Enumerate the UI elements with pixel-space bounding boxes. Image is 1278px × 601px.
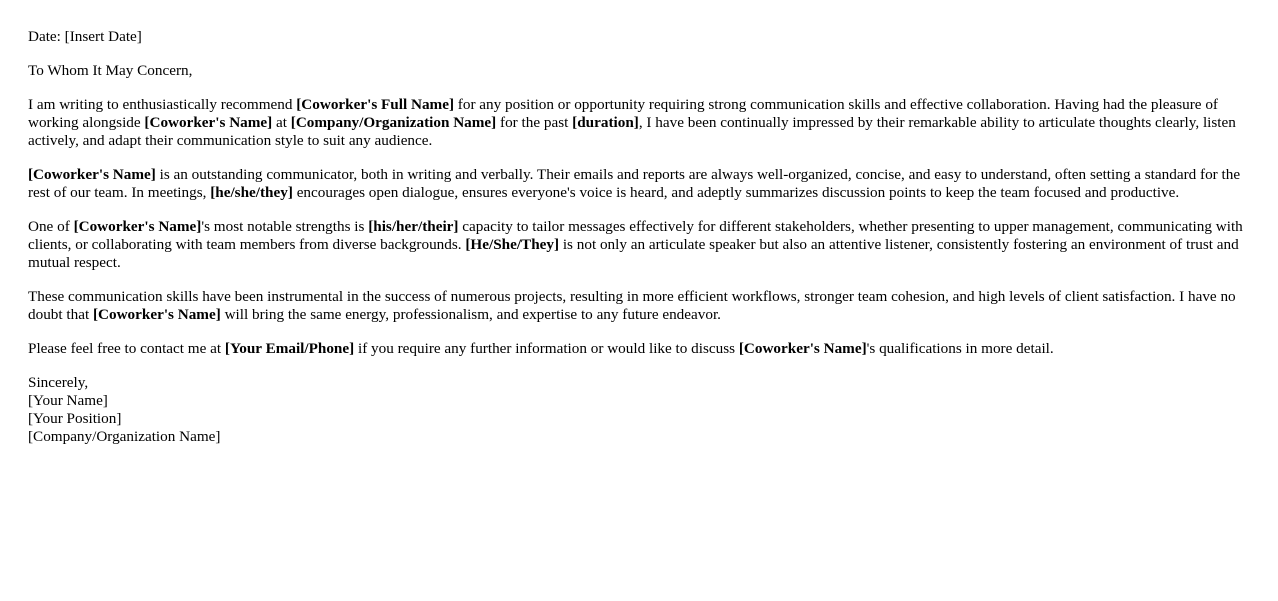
- paragraph-text: is an outstanding communicator, both in writing and verbally. Their emails and reports are always well-organized, concise, and easy to understand, often setting a standard for the rest of our team. In meetings,: [28, 166, 1241, 201]
- date-line: Date: [Insert Date]: [28, 28, 142, 45]
- letter-paragraphs: [28, 96, 1256, 358]
- placeholder-field: [Coworker's Full Name]: [296, 96, 454, 113]
- placeholder-field: [duration]: [572, 114, 639, 131]
- body-paragraph: [28, 166, 1256, 202]
- letter-body: [28, 28, 1256, 462]
- paragraph-text: Please feel free to contact me at: [28, 340, 225, 357]
- placeholder-field: [Company/Organization Name]: [290, 114, 497, 131]
- signature-block: [28, 374, 1256, 446]
- placeholder-field: [Coworker's Name]: [73, 218, 202, 235]
- signature-name: [Your Name]: [28, 392, 108, 409]
- signature-company: [Company/Organization Name]: [28, 428, 221, 445]
- paragraph-text: will bring the same energy, professionalism, and expertise to any future endeavor.: [220, 306, 721, 323]
- placeholder-field: [Coworker's Name]: [738, 340, 867, 357]
- paragraph-text: at: [272, 114, 291, 131]
- paragraph-text: One of: [28, 218, 74, 235]
- paragraph-text: capacity to tailor messages effectively for different stakeholders, whether presenting to upper management, communicating with clients, or collaborating with team members from diverse backgrounds.: [28, 218, 1243, 253]
- body-paragraph: [28, 218, 1256, 272]
- paragraph-text: These communication skills have been instrumental in the success of numerous projects, resulting in more efficient workflows, stronger team cohesion, and high levels of client satisfaction. I have no doubt that: [28, 288, 1236, 323]
- body-paragraph: [28, 96, 1256, 150]
- paragraph-text: encourages open dialogue, ensures everyone's voice is heard, and adeptly summarizes discussion points to keep the team focused and productive.: [292, 184, 1180, 201]
- paragraph-text: for any position or opportunity requiring strong communication skills and effective collaboration. Having had the pleasure of working alongside: [28, 96, 1218, 131]
- placeholder-field: [he/she/they]: [210, 184, 293, 201]
- salutation: To Whom It May Concern,: [28, 62, 193, 79]
- paragraph-text: 's qualifications in more detail.: [866, 340, 1054, 357]
- placeholder-field: [Coworker's Name]: [28, 166, 156, 183]
- paragraph-text: 's most notable strengths is: [201, 218, 369, 235]
- paragraph-text: I am writing to enthusiastically recommend: [28, 96, 297, 113]
- placeholder-field: [Coworker's Name]: [144, 114, 273, 131]
- paragraph-text: is not only an articulate speaker but also an attentive listener, consistently fostering an environment of trust and mutual respect.: [28, 236, 1239, 271]
- body-paragraph: [28, 288, 1256, 324]
- body-paragraph: [28, 340, 1256, 358]
- paragraph-text: if you require any further information or would like to discuss: [354, 340, 739, 357]
- placeholder-field: [his/her/their]: [368, 218, 459, 235]
- placeholder-field: [Your Email/Phone]: [224, 340, 355, 357]
- signature-closing: Sincerely,: [28, 374, 89, 391]
- paragraph-text: for the past: [496, 114, 573, 131]
- paragraph-text: , I have been continually impressed by their remarkable ability to articulate thoughts clearly, listen actively, and adapt their communication style to suit any audience.: [28, 114, 1236, 149]
- placeholder-field: [Coworker's Name]: [92, 306, 221, 323]
- placeholder-field: [He/She/They]: [465, 236, 560, 253]
- signature-position: [Your Position]: [28, 410, 122, 427]
